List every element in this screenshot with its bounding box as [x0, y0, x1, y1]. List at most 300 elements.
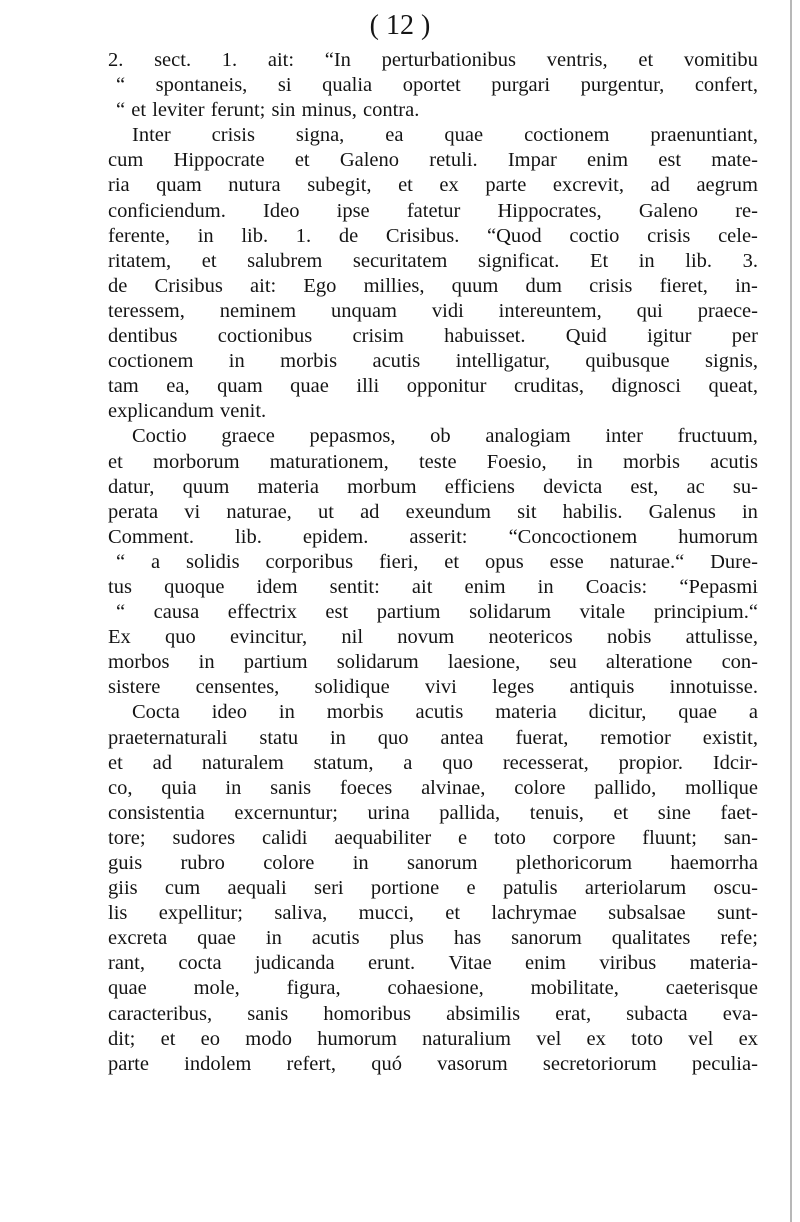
text-line: [108, 700, 758, 725]
word: existit,: [702, 726, 758, 749]
word: in: [225, 776, 242, 799]
text-line: [108, 826, 758, 851]
word: morborum: [153, 450, 240, 473]
word: sentit:: [329, 575, 380, 598]
text-line: [108, 374, 758, 399]
word: lib.: [685, 249, 713, 272]
word: solidis: [186, 550, 240, 573]
word: parte: [485, 174, 527, 197]
word: viribus: [599, 952, 657, 975]
word: 1.: [295, 224, 312, 247]
word: pallido,: [594, 776, 657, 799]
text-line: [108, 851, 758, 876]
word: novum: [397, 626, 455, 649]
word: urina: [367, 801, 410, 824]
word: datur,: [108, 475, 155, 498]
word: morbum: [347, 475, 417, 498]
word: in: [265, 927, 282, 950]
word: subsalsae: [608, 902, 686, 925]
text-line: [108, 726, 758, 751]
word: tam: [108, 375, 139, 398]
word: et: [294, 149, 310, 172]
word: crisis: [211, 124, 255, 147]
word: si: [277, 74, 292, 97]
word: in: [576, 450, 593, 473]
word: secretoriorum: [542, 1052, 657, 1075]
word: corporibus: [265, 550, 354, 573]
text-line: [108, 123, 758, 148]
word: Foesio,: [486, 450, 547, 473]
word: ria: [108, 174, 130, 197]
text-line: [108, 274, 758, 299]
word: fuerat,: [515, 726, 569, 749]
word: vel: [536, 1027, 562, 1050]
word: Quid: [565, 325, 607, 348]
word: de: [338, 224, 359, 247]
word: quae: [197, 927, 236, 950]
word: est: [658, 149, 682, 172]
word: sunt-: [716, 902, 758, 925]
word: mobilitate,: [530, 977, 619, 1000]
word: maturationem,: [269, 450, 389, 473]
word: subacta: [626, 1002, 688, 1025]
text-line: [108, 73, 758, 98]
word: cum: [164, 877, 201, 900]
word: ferente,: [108, 224, 171, 247]
word: materia: [257, 475, 319, 498]
word: figura,: [286, 977, 341, 1000]
word: vomitibu: [683, 49, 758, 71]
word: vitale: [579, 601, 626, 624]
text-line: [108, 450, 758, 475]
word: solidarum: [469, 601, 552, 624]
word: lib.: [235, 525, 262, 548]
word: et: [108, 450, 123, 473]
word: 2.: [108, 49, 124, 71]
word: evincitur,: [230, 626, 308, 649]
word: materia-: [689, 952, 758, 975]
word: habuisset.: [444, 325, 526, 348]
word: laesione,: [447, 651, 521, 674]
word: et: [108, 751, 123, 774]
word: ea: [385, 124, 404, 147]
word: judicanda: [254, 952, 335, 975]
word: patulis: [502, 877, 558, 900]
word: partium: [376, 601, 441, 624]
word: praenuntiant,: [650, 124, 758, 147]
word: caracteribus,: [108, 1002, 213, 1025]
word: ait: [411, 575, 433, 598]
word: Coctio: [132, 425, 187, 448]
word: e: [466, 877, 476, 900]
word: eo: [200, 1027, 220, 1050]
word: aequabiliter: [334, 826, 432, 849]
word: in: [198, 651, 215, 674]
word: quum: [182, 475, 230, 498]
word: leges: [492, 676, 535, 699]
word: coctionibus: [217, 325, 313, 348]
word: acutis: [415, 701, 464, 724]
word: Comment.: [108, 525, 194, 548]
word: fieret,: [659, 274, 708, 297]
word: dignosci: [611, 375, 681, 398]
word: censentes,: [195, 676, 280, 699]
word: retuli.: [429, 149, 478, 172]
word: habilis.: [562, 500, 623, 523]
word: 3.: [742, 249, 758, 272]
text-line: [108, 751, 758, 776]
word: naturalium: [422, 1027, 511, 1050]
word: Crisibus.: [385, 224, 460, 247]
word: “: [116, 74, 126, 97]
word: giis: [108, 877, 138, 900]
word: intelligatur,: [455, 350, 550, 373]
word: quo: [377, 726, 409, 749]
word: inter: [605, 425, 643, 448]
word: quae: [108, 977, 147, 1000]
word: esse: [549, 550, 584, 573]
word: Ideo: [263, 199, 300, 222]
word: Galeno: [638, 199, 699, 222]
page-edge-line: [790, 0, 792, 1222]
word: quam: [217, 375, 263, 398]
text-line: [108, 249, 758, 274]
word: neminem: [219, 299, 297, 322]
word: sine: [657, 801, 691, 824]
word: millies,: [363, 274, 425, 297]
text-line: [108, 951, 758, 976]
word: in: [228, 350, 245, 373]
word: minus,: [301, 99, 357, 122]
text-line: [108, 901, 758, 926]
word: contra.: [362, 99, 420, 122]
word: “Concoctionem: [508, 525, 638, 548]
word: perturbationibus: [381, 49, 517, 71]
word: graece: [221, 425, 275, 448]
word: in: [197, 224, 214, 247]
word: explicandum: [108, 400, 214, 423]
word: ipse: [336, 199, 370, 222]
word: “Pepasmi: [679, 575, 758, 598]
word: morbis: [280, 350, 338, 373]
word: solidarum: [336, 651, 419, 674]
word: quó: [371, 1052, 402, 1075]
word: quo: [442, 751, 473, 774]
word: pallida,: [439, 801, 501, 824]
word: exeundum: [405, 500, 491, 523]
word: et: [201, 249, 217, 272]
word: morbis: [326, 701, 384, 724]
word: statu: [259, 726, 299, 749]
word: aequali: [227, 877, 287, 900]
text-line: [108, 199, 758, 224]
word: et: [445, 902, 461, 925]
word: seri: [314, 877, 344, 900]
word: quae: [290, 375, 329, 398]
word: Cocta: [132, 701, 180, 724]
word: con-: [721, 651, 758, 674]
text-line: [108, 776, 758, 801]
word: Dure-: [710, 550, 758, 573]
word: fieri,: [379, 550, 419, 573]
word: parte: [108, 1052, 149, 1075]
word: arteriolarum: [584, 877, 687, 900]
word: ad: [360, 500, 380, 523]
word: 1.: [221, 49, 238, 71]
word: est: [325, 601, 349, 624]
word: spontaneis,: [155, 74, 248, 97]
word: dicitur,: [588, 701, 647, 724]
word: ait:: [250, 274, 277, 297]
text-line: [108, 500, 758, 525]
text-line: [108, 48, 758, 73]
word: antea: [440, 726, 484, 749]
word: “: [116, 550, 126, 573]
word: confert,: [694, 74, 758, 97]
word: subegit,: [307, 174, 372, 197]
word: in-: [735, 274, 758, 297]
word: et: [131, 99, 147, 122]
word: crisis: [647, 224, 691, 247]
word: nobis: [606, 626, 652, 649]
word: naturae.“: [609, 550, 685, 573]
word: vidi: [431, 299, 464, 322]
word: toto: [494, 826, 526, 849]
word: ut: [317, 500, 334, 523]
word: erunt.: [367, 952, 416, 975]
word: per: [731, 325, 758, 348]
word: aegrum: [696, 174, 758, 197]
word: quae: [678, 701, 717, 724]
word: quae: [444, 124, 484, 147]
word: ex: [439, 174, 459, 197]
word: tore;: [108, 826, 146, 849]
word: coctionem: [108, 350, 194, 373]
word: oscu-: [713, 877, 758, 900]
word: qui: [636, 299, 663, 322]
word: fructuum,: [677, 425, 758, 448]
word: Vitae: [448, 952, 492, 975]
word: sanorum: [406, 852, 478, 874]
word: eva-: [722, 1002, 758, 1025]
word: enim: [587, 149, 629, 172]
word: quia: [161, 776, 197, 799]
word: igitur: [647, 325, 692, 348]
word: seu: [549, 651, 577, 674]
word: dentibus: [108, 325, 178, 348]
word: statum,: [313, 751, 374, 774]
word: Ego: [303, 274, 337, 297]
word: peculia-: [691, 1052, 758, 1075]
word: ob: [430, 425, 451, 448]
word: solidique: [314, 676, 390, 699]
word: securitatem: [352, 249, 448, 272]
word: recesserat,: [502, 751, 589, 774]
word: quo: [165, 626, 196, 649]
word: cohaesione,: [387, 977, 484, 1000]
word: illi: [356, 375, 380, 398]
word: sit: [517, 500, 537, 523]
text-line: [108, 224, 758, 249]
text-line: [108, 399, 758, 424]
word: quum: [451, 274, 499, 297]
word: unquam: [330, 299, 397, 322]
word: lis: [108, 902, 128, 925]
word: vi: [184, 500, 201, 523]
word: causa: [153, 601, 200, 624]
word: enim: [464, 575, 506, 598]
word: pepasmos,: [309, 425, 396, 448]
word: refe;: [720, 927, 758, 950]
word: colore: [263, 852, 315, 874]
word: rubro: [180, 852, 225, 874]
text-line: [108, 475, 758, 500]
word: san-: [723, 826, 758, 849]
word: teressem,: [108, 299, 185, 322]
word: mollique: [685, 776, 758, 799]
word: et: [613, 801, 629, 824]
word: enim: [525, 952, 567, 975]
text-line: [108, 876, 758, 901]
word: remotior: [600, 726, 671, 749]
word: ait:: [267, 49, 295, 71]
word: ventris,: [546, 49, 608, 71]
word: et: [160, 1027, 176, 1050]
word: homoribus: [323, 1002, 412, 1025]
word: de: [108, 274, 128, 297]
word: a: [748, 701, 758, 724]
word: attulisse,: [685, 626, 758, 649]
word: mucci,: [358, 902, 414, 925]
word: acutis: [311, 927, 360, 950]
word: est,: [630, 475, 659, 498]
word: Galenus: [648, 500, 716, 523]
text-line: [108, 173, 758, 198]
word: alteratione: [605, 651, 693, 674]
word: sudores: [172, 826, 236, 849]
word: efficiens: [444, 475, 515, 498]
word: modo: [245, 1027, 292, 1050]
word: antiquis: [569, 676, 635, 699]
text-line: [108, 1052, 758, 1077]
word: humorum: [317, 1027, 397, 1050]
word: quam: [156, 174, 202, 197]
word: vel: [688, 1027, 714, 1050]
word: plethoricorum: [515, 852, 633, 874]
word: caeterisque: [665, 977, 758, 1000]
word: conficiendum.: [108, 199, 226, 222]
text-line: [108, 675, 758, 700]
word: Idcir-: [712, 751, 758, 774]
word: morbis: [622, 450, 680, 473]
text-line: [108, 926, 758, 951]
word: naturae,: [226, 500, 292, 523]
word: sect.: [154, 49, 192, 71]
text-line: [108, 625, 758, 650]
word: acutis: [710, 450, 758, 473]
word: signa,: [295, 124, 345, 147]
text-line: [108, 299, 758, 324]
word: Et: [589, 249, 609, 272]
word: acutis: [372, 350, 421, 373]
word: oportet: [402, 74, 461, 97]
word: has: [453, 927, 482, 950]
word: nil: [341, 626, 364, 649]
word: dit;: [108, 1027, 136, 1050]
word: haemorrha: [670, 852, 758, 874]
word: Galeno: [339, 149, 400, 172]
word: colore: [514, 776, 566, 799]
word: lib.: [241, 224, 269, 247]
word: coctionem: [524, 124, 610, 147]
word: dum: [525, 274, 562, 297]
word: qualitates: [611, 927, 691, 950]
word: excreta: [108, 927, 168, 950]
word: e: [458, 826, 468, 849]
word: vasorum: [437, 1052, 508, 1075]
text-line: [108, 1027, 758, 1052]
word: erat,: [555, 1002, 592, 1025]
word: sanis: [247, 1002, 289, 1025]
word: nutura: [228, 174, 281, 197]
word: lachrymae: [491, 902, 577, 925]
word: corpore: [552, 826, 616, 849]
word: tenuis,: [529, 801, 584, 824]
word: opus: [484, 550, 524, 573]
word: Impar: [507, 149, 557, 172]
word: “: [116, 99, 126, 122]
word: epidem.: [302, 525, 369, 548]
word: sanorum: [511, 927, 582, 950]
word: Coacis:: [585, 575, 648, 598]
text-line: [108, 148, 758, 173]
word: crisis: [589, 274, 633, 297]
word: excernuntur;: [234, 801, 338, 824]
word: rant,: [108, 952, 145, 975]
word: cum: [108, 149, 144, 172]
word: vivi: [424, 676, 457, 699]
word: alvinae,: [421, 776, 486, 799]
word: teste: [418, 450, 457, 473]
word: fluunt;: [642, 826, 697, 849]
word: et: [444, 550, 460, 573]
word: tus: [108, 575, 132, 598]
word: effectrix: [227, 601, 297, 624]
word: praeternaturali: [108, 726, 228, 749]
word: ac: [686, 475, 705, 498]
word: ea,: [166, 375, 190, 398]
word: faet-: [720, 801, 758, 824]
word: saliva,: [274, 902, 328, 925]
text-line: [108, 600, 758, 625]
word: signis,: [705, 350, 758, 373]
word: neotericos: [488, 626, 573, 649]
word: Hippocrates,: [497, 199, 602, 222]
word: ferunt;: [210, 99, 266, 122]
word: sanis: [270, 776, 312, 799]
word: indolem: [184, 1052, 252, 1075]
text-line: [108, 424, 758, 449]
text-line: [108, 550, 758, 575]
word: absimilis: [446, 1002, 521, 1025]
word: in: [638, 249, 655, 272]
text-line: [108, 801, 758, 826]
word: ex: [738, 1027, 758, 1050]
word: sin: [271, 99, 296, 122]
word: venit.: [220, 400, 267, 423]
text-line: [108, 525, 758, 550]
word: Ex: [108, 626, 131, 649]
